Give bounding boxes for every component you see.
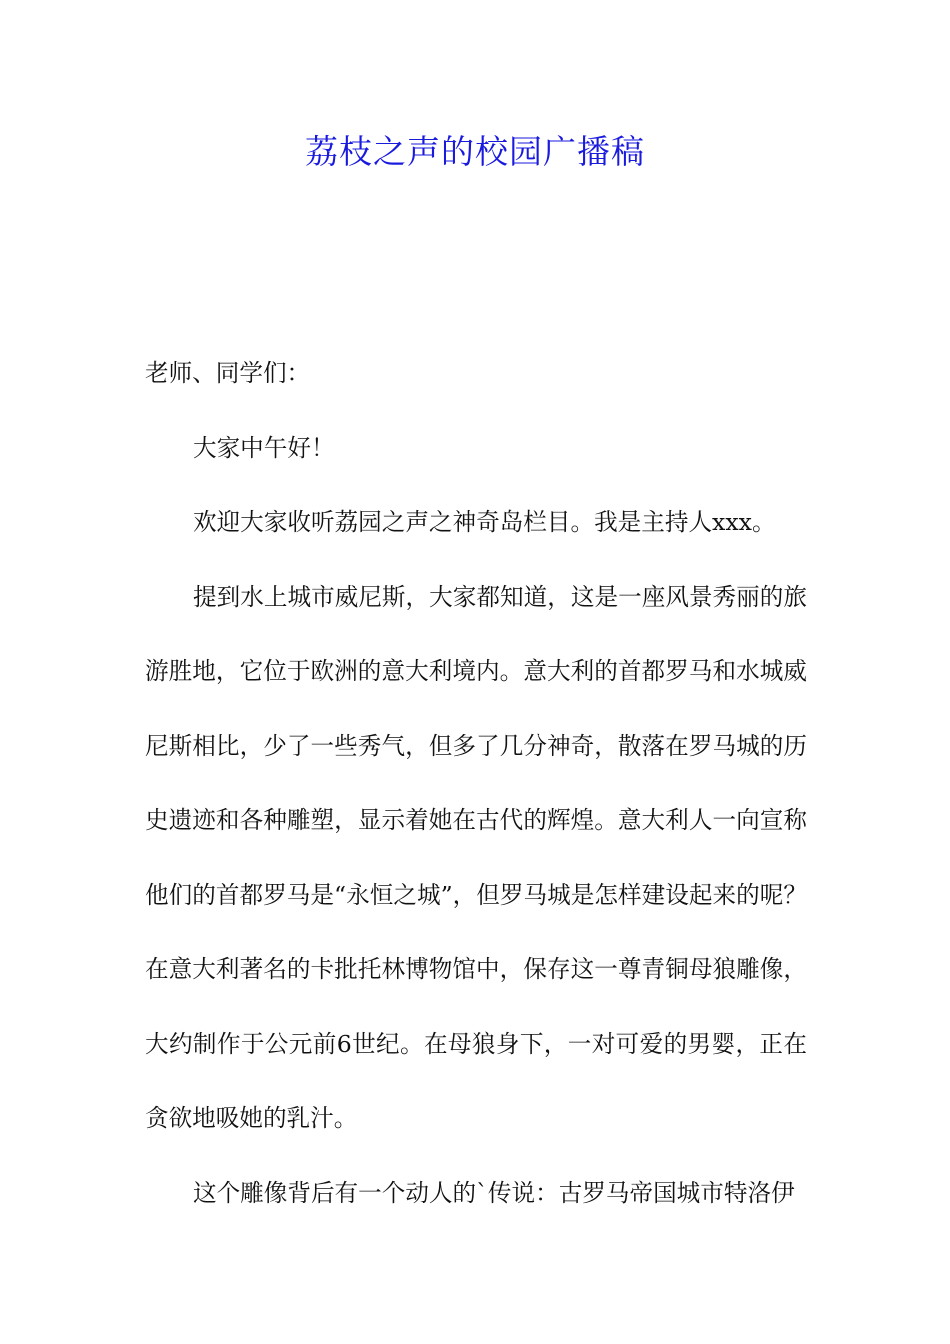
paragraph-venice-rome: 提到水上城市威尼斯，大家都知道，这是一座风景秀丽的旅游胜地，它位于欧洲的意大利境内。意大利的首都罗马和水城威尼斯相比，少了一些秀气，但多了几分神奇，散落在罗马城的历史遗迹和各种雕塑，显示着她在古代的辉煌。意大利人一向宣称他们的首都罗马是“永恒之城”，但罗马城是怎样建设起来的呢？在意大利著名的卡批托林博物馆中，保存这一尊青铜母狼雕像，大约制作于公元前6世纪。在母狼身下，一对可爱的男婴，正在贪欲地吸她的乳汁。 <box>145 582 807 1132</box>
salutation: 老师、同学们： <box>145 359 311 387</box>
paragraph-legend: 这个雕像背后有一个动人的`传说：古罗马帝国城市特洛伊 <box>193 1178 795 1207</box>
paragraph-greeting: 大家中午好！ <box>193 433 335 462</box>
document-body <box>145 336 807 1230</box>
paragraph-welcome: 欢迎大家收听荔园之声之神奇岛栏目。我是主持人xxx。 <box>193 508 776 536</box>
document-title: 荔枝之声的校园广播稿 <box>305 132 645 171</box>
